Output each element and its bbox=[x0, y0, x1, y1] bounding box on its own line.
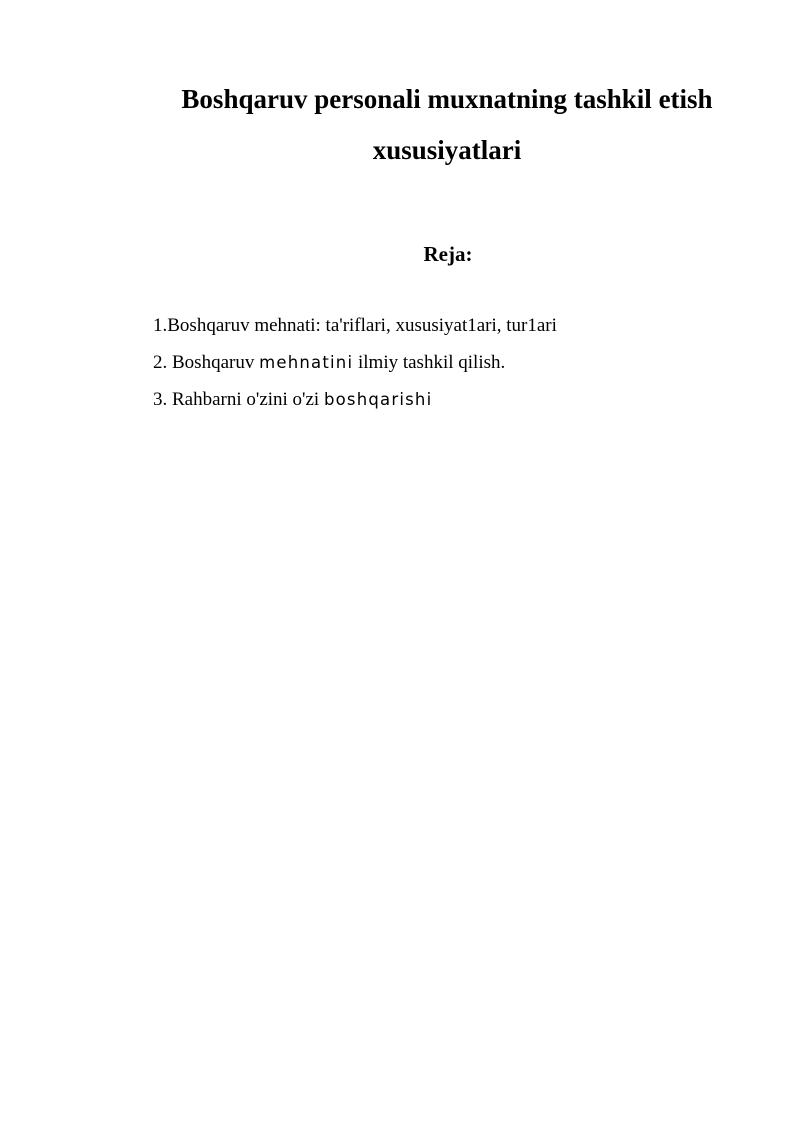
plan-item-3-text-start: 3. Rahbarni o'zini o'zi bbox=[153, 389, 324, 410]
plan-list bbox=[153, 311, 557, 422]
plan-item-1 bbox=[153, 311, 557, 348]
plan-item-2-text-end: ilmiy tashkil qilish. bbox=[353, 352, 506, 373]
plan-item-3-text-mid: boshqarishi bbox=[323, 390, 433, 409]
plan-item-3 bbox=[153, 385, 557, 422]
plan-item-2 bbox=[153, 348, 557, 385]
document-title: Boshqaruv personali muxnatning tashkil etish xususiyatlari bbox=[181, 84, 713, 165]
plan-item-2-text-mid: mehnatini bbox=[259, 353, 354, 372]
plan-item-1-text: 1.Boshqaruv mehnati: ta'riflari, xususiyat1ari, tur1ari bbox=[153, 315, 557, 336]
plan-heading: Reja: bbox=[423, 242, 473, 266]
plan-item-2-text-start: 2. Boshqaruv bbox=[153, 352, 260, 373]
